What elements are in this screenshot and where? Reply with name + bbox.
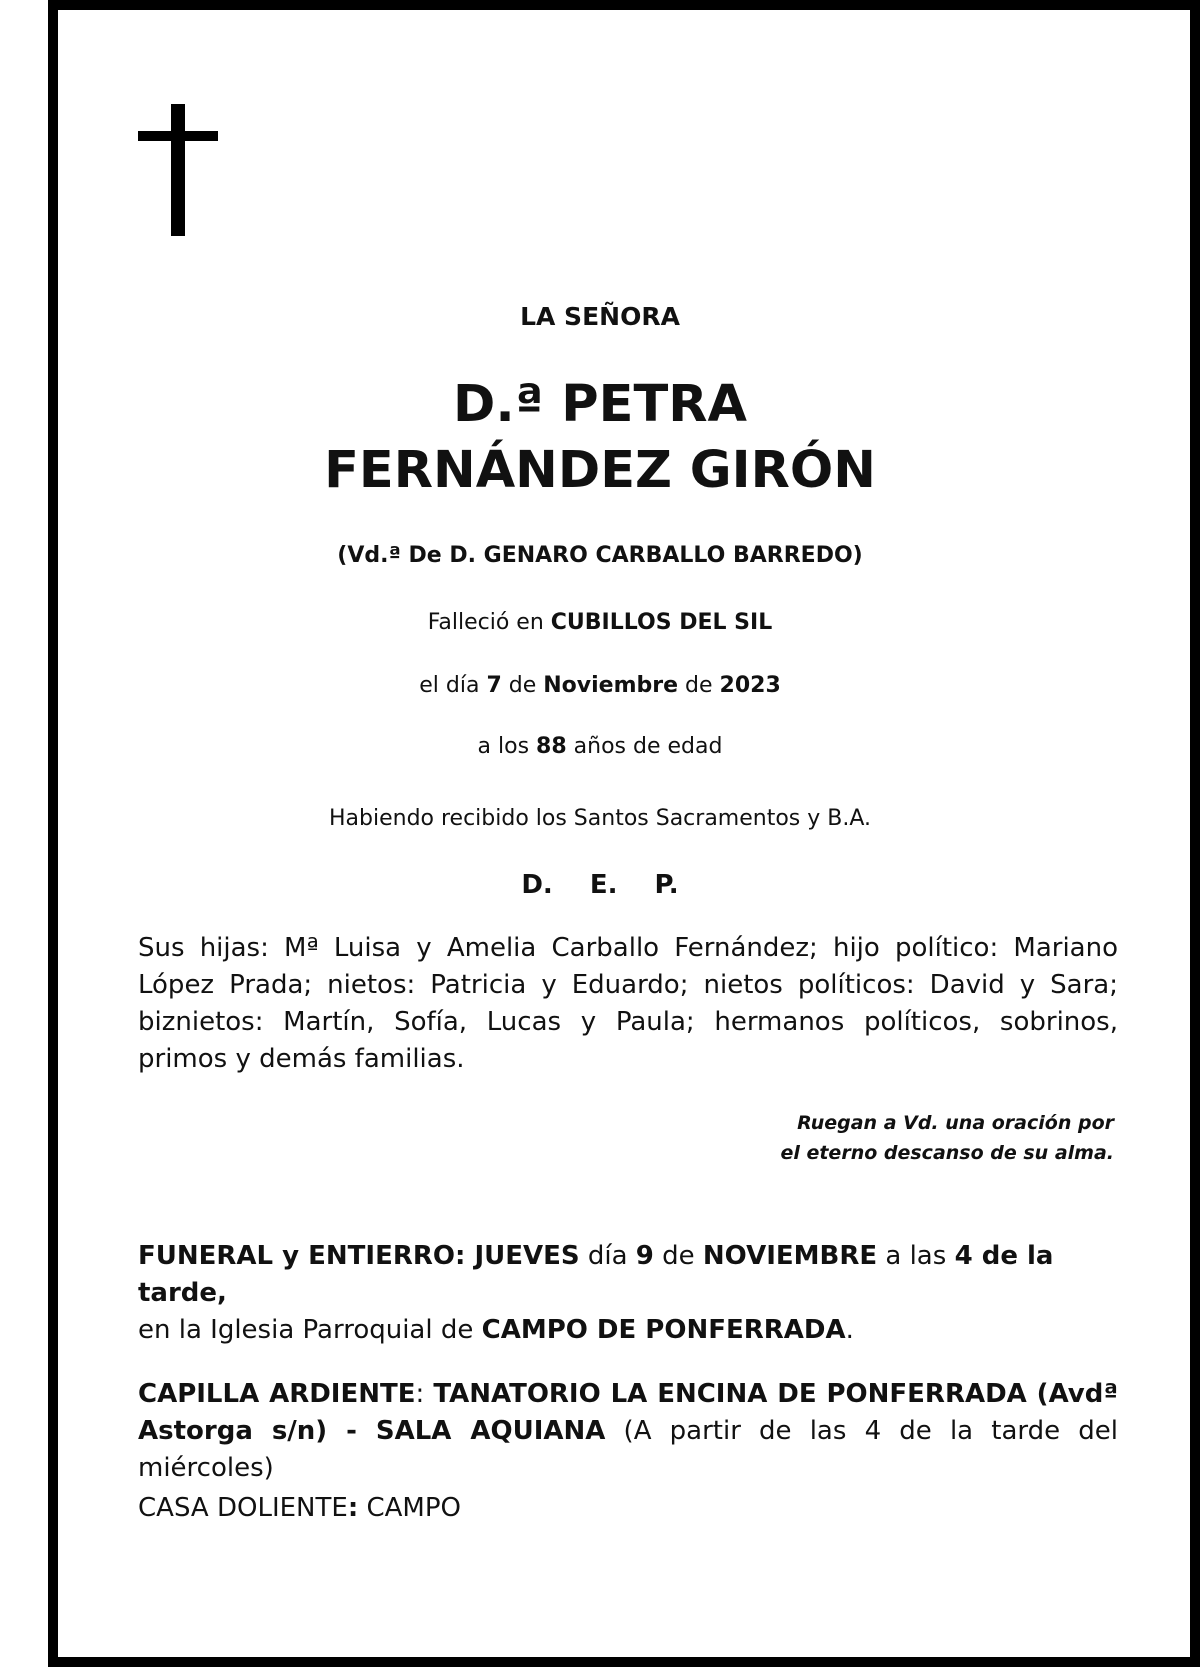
death-place: Falleció en CUBILLOS DEL SIL [427, 610, 773, 635]
capilla-ardiente: CAPILLA ARDIENTE: TANATORIO LA ENCINA DE PONFERRADA (Avdª Astorga s/n) - SALA AQUIANA (A partir de las 4 de la tarde del miércoles) [138, 1379, 1119, 1483]
sacraments: Habiendo recibido los Santos Sacramentos y B.A. [328, 806, 872, 831]
funeral-info: FUNERAL y ENTIERRO: JUEVES día 9 de NOVIEMBRE a las 4 de la tarde, en la Iglesia Parroquial de CAMPO DE PONFERRADA. [138, 1241, 1054, 1345]
age: a los 88 años de edad [477, 734, 723, 759]
deceased-name [0, 372, 1200, 504]
death-date: el día 7 de Noviembre de 2023 [419, 673, 781, 698]
dep: D. E. P. [521, 870, 679, 900]
family-text: Sus hijas: Mª Luisa y Amelia Carballo Fernández; hijo político: Mariano López Prada; nietos: Patricia y Eduardo; nietos políticos: David y Sara; biznietos: Martín, Sofía, Lucas y Paula; hermanos políticos, sobrinos, primos y demás familias. [138, 933, 1118, 1074]
heading: LA SEÑORA [520, 302, 680, 331]
prayer-request: Ruegan a Vd. una oración por el eterno descanso de su alma. [780, 1112, 1114, 1164]
casa-doliente: CASA DOLIENTE: CAMPO [138, 1493, 461, 1523]
name-line-2: FERNÁNDEZ GIRÓN [324, 441, 876, 500]
name-line-1: D.ª PETRA [453, 375, 747, 434]
cross-icon [138, 104, 218, 236]
widow-of: (Vd.ª De D. GENARO CARBALLO BARREDO) [337, 543, 863, 568]
